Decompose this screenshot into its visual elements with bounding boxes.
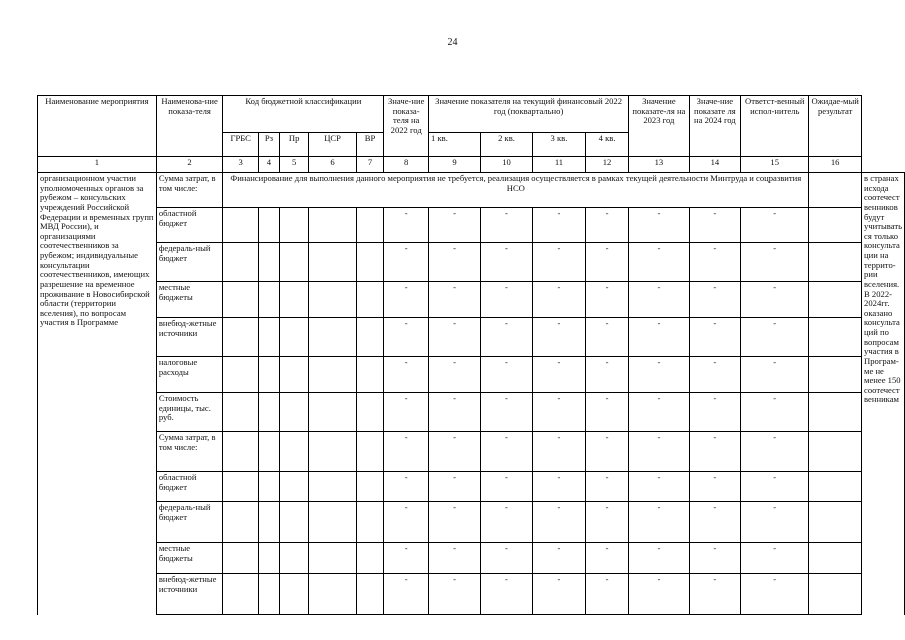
value-dash: - — [689, 543, 741, 574]
kbk-cell — [223, 318, 259, 357]
kbk-cell — [259, 502, 280, 543]
value-dash: - — [741, 393, 809, 432]
value-dash: - — [689, 432, 741, 472]
value-dash: - — [741, 432, 809, 472]
kbk-cell — [259, 574, 280, 615]
kbk-cell — [309, 543, 356, 574]
value-dash: - — [481, 432, 533, 472]
column-number-10: 10 — [481, 157, 533, 173]
value-dash: - — [629, 282, 689, 318]
value-dash: - — [629, 472, 689, 502]
kbk-cell — [223, 208, 259, 243]
value-dash: - — [481, 472, 533, 502]
value-dash: - — [741, 243, 809, 282]
value-dash: - — [741, 543, 809, 574]
header-csr: ЦСР — [309, 133, 356, 157]
column-number-13: 13 — [629, 157, 689, 173]
value-dash: - — [481, 208, 533, 243]
value-dash: - — [585, 357, 628, 393]
kbk-cell — [309, 243, 356, 282]
value-dash: - — [585, 574, 628, 615]
indicator-label: местные бюджеты — [156, 282, 223, 318]
value-dash: - — [585, 543, 628, 574]
value-dash: - — [429, 543, 481, 574]
kbk-cell — [279, 208, 309, 243]
value-dash: - — [384, 282, 429, 318]
header-value-2022: Значе-ние показа-теля на 2022 год — [384, 96, 429, 157]
kbk-cell — [279, 357, 309, 393]
indicator-row — [38, 393, 905, 432]
value-dash: - — [384, 208, 429, 243]
header-indicator-name: Наименова-ние показа-теля — [156, 96, 223, 157]
kbk-cell — [259, 282, 280, 318]
event-name: организационном участии уполномоченных органов за рубежом – консульских учреждений Российской Федерации и временных групп МВД России), и организациями соотечественников за рубежом; индивидуальные консультации соотечественников, имеющих разрешение на временное проживание в Новосибирской области (территории вселения), по вопросам участия в Программе — [38, 173, 157, 615]
value-dash: - — [532, 243, 585, 282]
value-dash: - — [429, 502, 481, 543]
indicator-row — [38, 243, 905, 282]
kbk-cell — [356, 502, 384, 543]
kbk-cell — [309, 318, 356, 357]
column-number-12: 12 — [585, 157, 628, 173]
kbk-cell — [309, 393, 356, 432]
column-number-2: 2 — [156, 157, 223, 173]
kbk-cell — [356, 393, 384, 432]
kbk-cell — [223, 432, 259, 472]
value-dash: - — [429, 472, 481, 502]
kbk-cell — [356, 357, 384, 393]
column-number-4: 4 — [259, 157, 280, 173]
kbk-cell — [259, 432, 280, 472]
value-dash: - — [629, 357, 689, 393]
kbk-cell — [356, 243, 384, 282]
indicator-label: областной бюджет — [156, 472, 223, 502]
value-dash: - — [689, 502, 741, 543]
indicator-row — [38, 543, 905, 574]
kbk-cell — [223, 574, 259, 615]
value-dash: - — [585, 243, 628, 282]
indicator-row — [38, 357, 905, 393]
value-dash: - — [481, 393, 533, 432]
header-value-2023: Значение показате-ля на 2023 год — [629, 96, 689, 157]
column-number-6: 6 — [309, 157, 356, 173]
value-dash: - — [629, 208, 689, 243]
value-dash: - — [689, 318, 741, 357]
header-grbs: ГРБС — [223, 133, 259, 157]
kbk-cell — [356, 282, 384, 318]
value-dash: - — [429, 243, 481, 282]
value-dash: - — [384, 393, 429, 432]
kbk-cell — [223, 243, 259, 282]
responsible-cell — [809, 502, 862, 543]
value-dash: - — [532, 282, 585, 318]
indicator-row — [38, 318, 905, 357]
kbk-cell — [356, 208, 384, 243]
header-q4: 4 кв. — [585, 133, 628, 157]
header-q2: 2 кв. — [481, 133, 533, 157]
value-dash: - — [481, 502, 533, 543]
value-dash: - — [532, 393, 585, 432]
header-kbk: Код бюджетной классификации — [223, 96, 384, 133]
indicator-label: внебюд-жетные источники — [156, 318, 223, 357]
kbk-cell — [309, 432, 356, 472]
value-dash: - — [741, 208, 809, 243]
value-dash: - — [585, 393, 628, 432]
value-dash: - — [384, 432, 429, 472]
kbk-cell — [356, 318, 384, 357]
value-dash: - — [481, 282, 533, 318]
value-dash: - — [532, 574, 585, 615]
financing-note: Финансирование для выполнения данного мероприятия не требуется, реализация осуществляется в рамках текущей деятельности Минтруда и соцразвития НСО — [223, 173, 809, 208]
value-dash: - — [689, 282, 741, 318]
value-dash: - — [741, 574, 809, 615]
kbk-cell — [259, 393, 280, 432]
value-dash: - — [429, 208, 481, 243]
value-dash: - — [741, 318, 809, 357]
column-number-14: 14 — [689, 157, 741, 173]
value-dash: - — [585, 472, 628, 502]
kbk-cell — [223, 502, 259, 543]
value-dash: - — [384, 502, 429, 543]
kbk-cell — [309, 357, 356, 393]
value-dash: - — [689, 393, 741, 432]
kbk-cell — [356, 574, 384, 615]
header-expected-result: Ожидае-мый результат — [809, 96, 862, 157]
kbk-cell — [356, 543, 384, 574]
value-dash: - — [429, 432, 481, 472]
indicator-row — [38, 472, 905, 502]
kbk-cell — [259, 243, 280, 282]
responsible-cell — [809, 543, 862, 574]
value-dash: - — [532, 432, 585, 472]
header-event-name: Наименование мероприятия — [38, 96, 157, 157]
value-dash: - — [532, 502, 585, 543]
header-vr: ВР — [356, 133, 384, 157]
responsible-cell — [809, 318, 862, 357]
value-dash: - — [429, 282, 481, 318]
kbk-cell — [259, 357, 280, 393]
header-responsible: Ответст-венный испол-нитель — [741, 96, 809, 157]
value-dash: - — [585, 318, 628, 357]
column-number-9: 9 — [429, 157, 481, 173]
value-dash: - — [689, 357, 741, 393]
kbk-cell — [279, 472, 309, 502]
value-dash: - — [481, 318, 533, 357]
column-number-1: 1 — [38, 157, 157, 173]
header-pr: Пр — [279, 133, 309, 157]
value-dash: - — [629, 393, 689, 432]
value-dash: - — [585, 208, 628, 243]
value-dash: - — [585, 432, 628, 472]
value-dash: - — [384, 318, 429, 357]
value-dash: - — [481, 357, 533, 393]
value-dash: - — [384, 357, 429, 393]
column-number-16: 16 — [809, 157, 862, 173]
value-dash: - — [629, 318, 689, 357]
indicator-label: внебюд-жетные источники — [156, 574, 223, 615]
responsible-cell — [809, 173, 862, 208]
indicator-label: местные бюджеты — [156, 543, 223, 574]
responsible-cell — [809, 208, 862, 243]
indicator-row — [38, 432, 905, 472]
indicator-label: налоговые расходы — [156, 357, 223, 393]
kbk-cell — [259, 472, 280, 502]
expected-result: в странах исхода соотечест венников будут учитывать ся только консульта ции на террито-рии вселения. В 2022-2024гг. оказано консульта ций по вопросам участия в Програм-ме не менее 150 соотечест венникам — [862, 173, 905, 615]
responsible-cell — [809, 393, 862, 432]
value-dash: - — [741, 357, 809, 393]
kbk-cell — [279, 318, 309, 357]
value-dash: - — [532, 208, 585, 243]
kbk-cell — [223, 393, 259, 432]
indicator-total-costs: Сумма затрат, в том числе: — [156, 173, 223, 208]
value-dash: - — [532, 357, 585, 393]
kbk-cell — [356, 432, 384, 472]
responsible-cell — [809, 243, 862, 282]
value-dash: - — [689, 472, 741, 502]
kbk-cell — [223, 282, 259, 318]
value-dash: - — [689, 243, 741, 282]
value-dash: - — [429, 393, 481, 432]
column-number-3: 3 — [223, 157, 259, 173]
kbk-cell — [356, 472, 384, 502]
column-number-15: 15 — [741, 157, 809, 173]
column-numbers-row — [38, 157, 905, 173]
responsible-cell — [809, 472, 862, 502]
value-dash: - — [585, 502, 628, 543]
indicator-row — [38, 208, 905, 243]
indicator-row — [38, 502, 905, 543]
column-number-8: 8 — [384, 157, 429, 173]
value-dash: - — [629, 543, 689, 574]
kbk-cell — [279, 432, 309, 472]
value-dash: - — [481, 243, 533, 282]
value-dash: - — [532, 318, 585, 357]
value-dash: - — [689, 574, 741, 615]
value-dash: - — [585, 282, 628, 318]
value-dash: - — [384, 472, 429, 502]
value-dash: - — [532, 543, 585, 574]
value-dash: - — [384, 243, 429, 282]
responsible-cell — [809, 574, 862, 615]
kbk-cell — [279, 543, 309, 574]
kbk-cell — [309, 502, 356, 543]
responsible-cell — [809, 357, 862, 393]
kbk-cell — [279, 393, 309, 432]
value-dash: - — [429, 574, 481, 615]
header-value-2024: Значе-ние показате ля на 2024 год — [689, 96, 741, 157]
column-number-7: 7 — [356, 157, 384, 173]
column-number-11: 11 — [532, 157, 585, 173]
kbk-cell — [309, 208, 356, 243]
indicator-label: федераль-ный бюджет — [156, 502, 223, 543]
value-dash: - — [429, 357, 481, 393]
value-dash: - — [629, 502, 689, 543]
header-rz: Рз — [259, 133, 280, 157]
value-dash: - — [384, 543, 429, 574]
value-dash: - — [629, 243, 689, 282]
indicator-label: Сумма затрат, в том числе: — [156, 432, 223, 472]
kbk-cell — [259, 318, 280, 357]
kbk-cell — [223, 472, 259, 502]
kbk-cell — [309, 282, 356, 318]
indicator-label: федераль-ный бюджет — [156, 243, 223, 282]
kbk-cell — [259, 208, 280, 243]
header-q3: 3 кв. — [532, 133, 585, 157]
page-number: 24 — [447, 37, 458, 48]
kbk-cell — [259, 543, 280, 574]
value-dash: - — [629, 432, 689, 472]
responsible-cell — [809, 282, 862, 318]
value-dash: - — [481, 574, 533, 615]
kbk-cell — [279, 502, 309, 543]
value-dash: - — [429, 318, 481, 357]
kbk-cell — [223, 543, 259, 574]
indicator-row — [38, 282, 905, 318]
value-dash: - — [741, 282, 809, 318]
value-dash: - — [629, 574, 689, 615]
value-dash: - — [741, 472, 809, 502]
value-dash: - — [384, 574, 429, 615]
indicator-label: областной бюджет — [156, 208, 223, 243]
kbk-cell — [223, 357, 259, 393]
responsible-cell — [809, 432, 862, 472]
kbk-cell — [279, 243, 309, 282]
value-dash: - — [481, 543, 533, 574]
kbk-cell — [279, 574, 309, 615]
indicator-label: Стоимость единицы, тыс. руб. — [156, 393, 223, 432]
kbk-cell — [279, 282, 309, 318]
value-dash: - — [532, 472, 585, 502]
value-dash: - — [741, 502, 809, 543]
kbk-cell — [309, 574, 356, 615]
column-number-5: 5 — [279, 157, 309, 173]
header-current-year: Значение показателя на текущий финансовый 2022 год (поквартально) — [429, 96, 629, 133]
value-dash: - — [689, 208, 741, 243]
kbk-cell — [309, 472, 356, 502]
header-q1: 1 кв. — [429, 133, 481, 157]
program-table — [37, 95, 905, 615]
indicator-row — [38, 574, 905, 615]
